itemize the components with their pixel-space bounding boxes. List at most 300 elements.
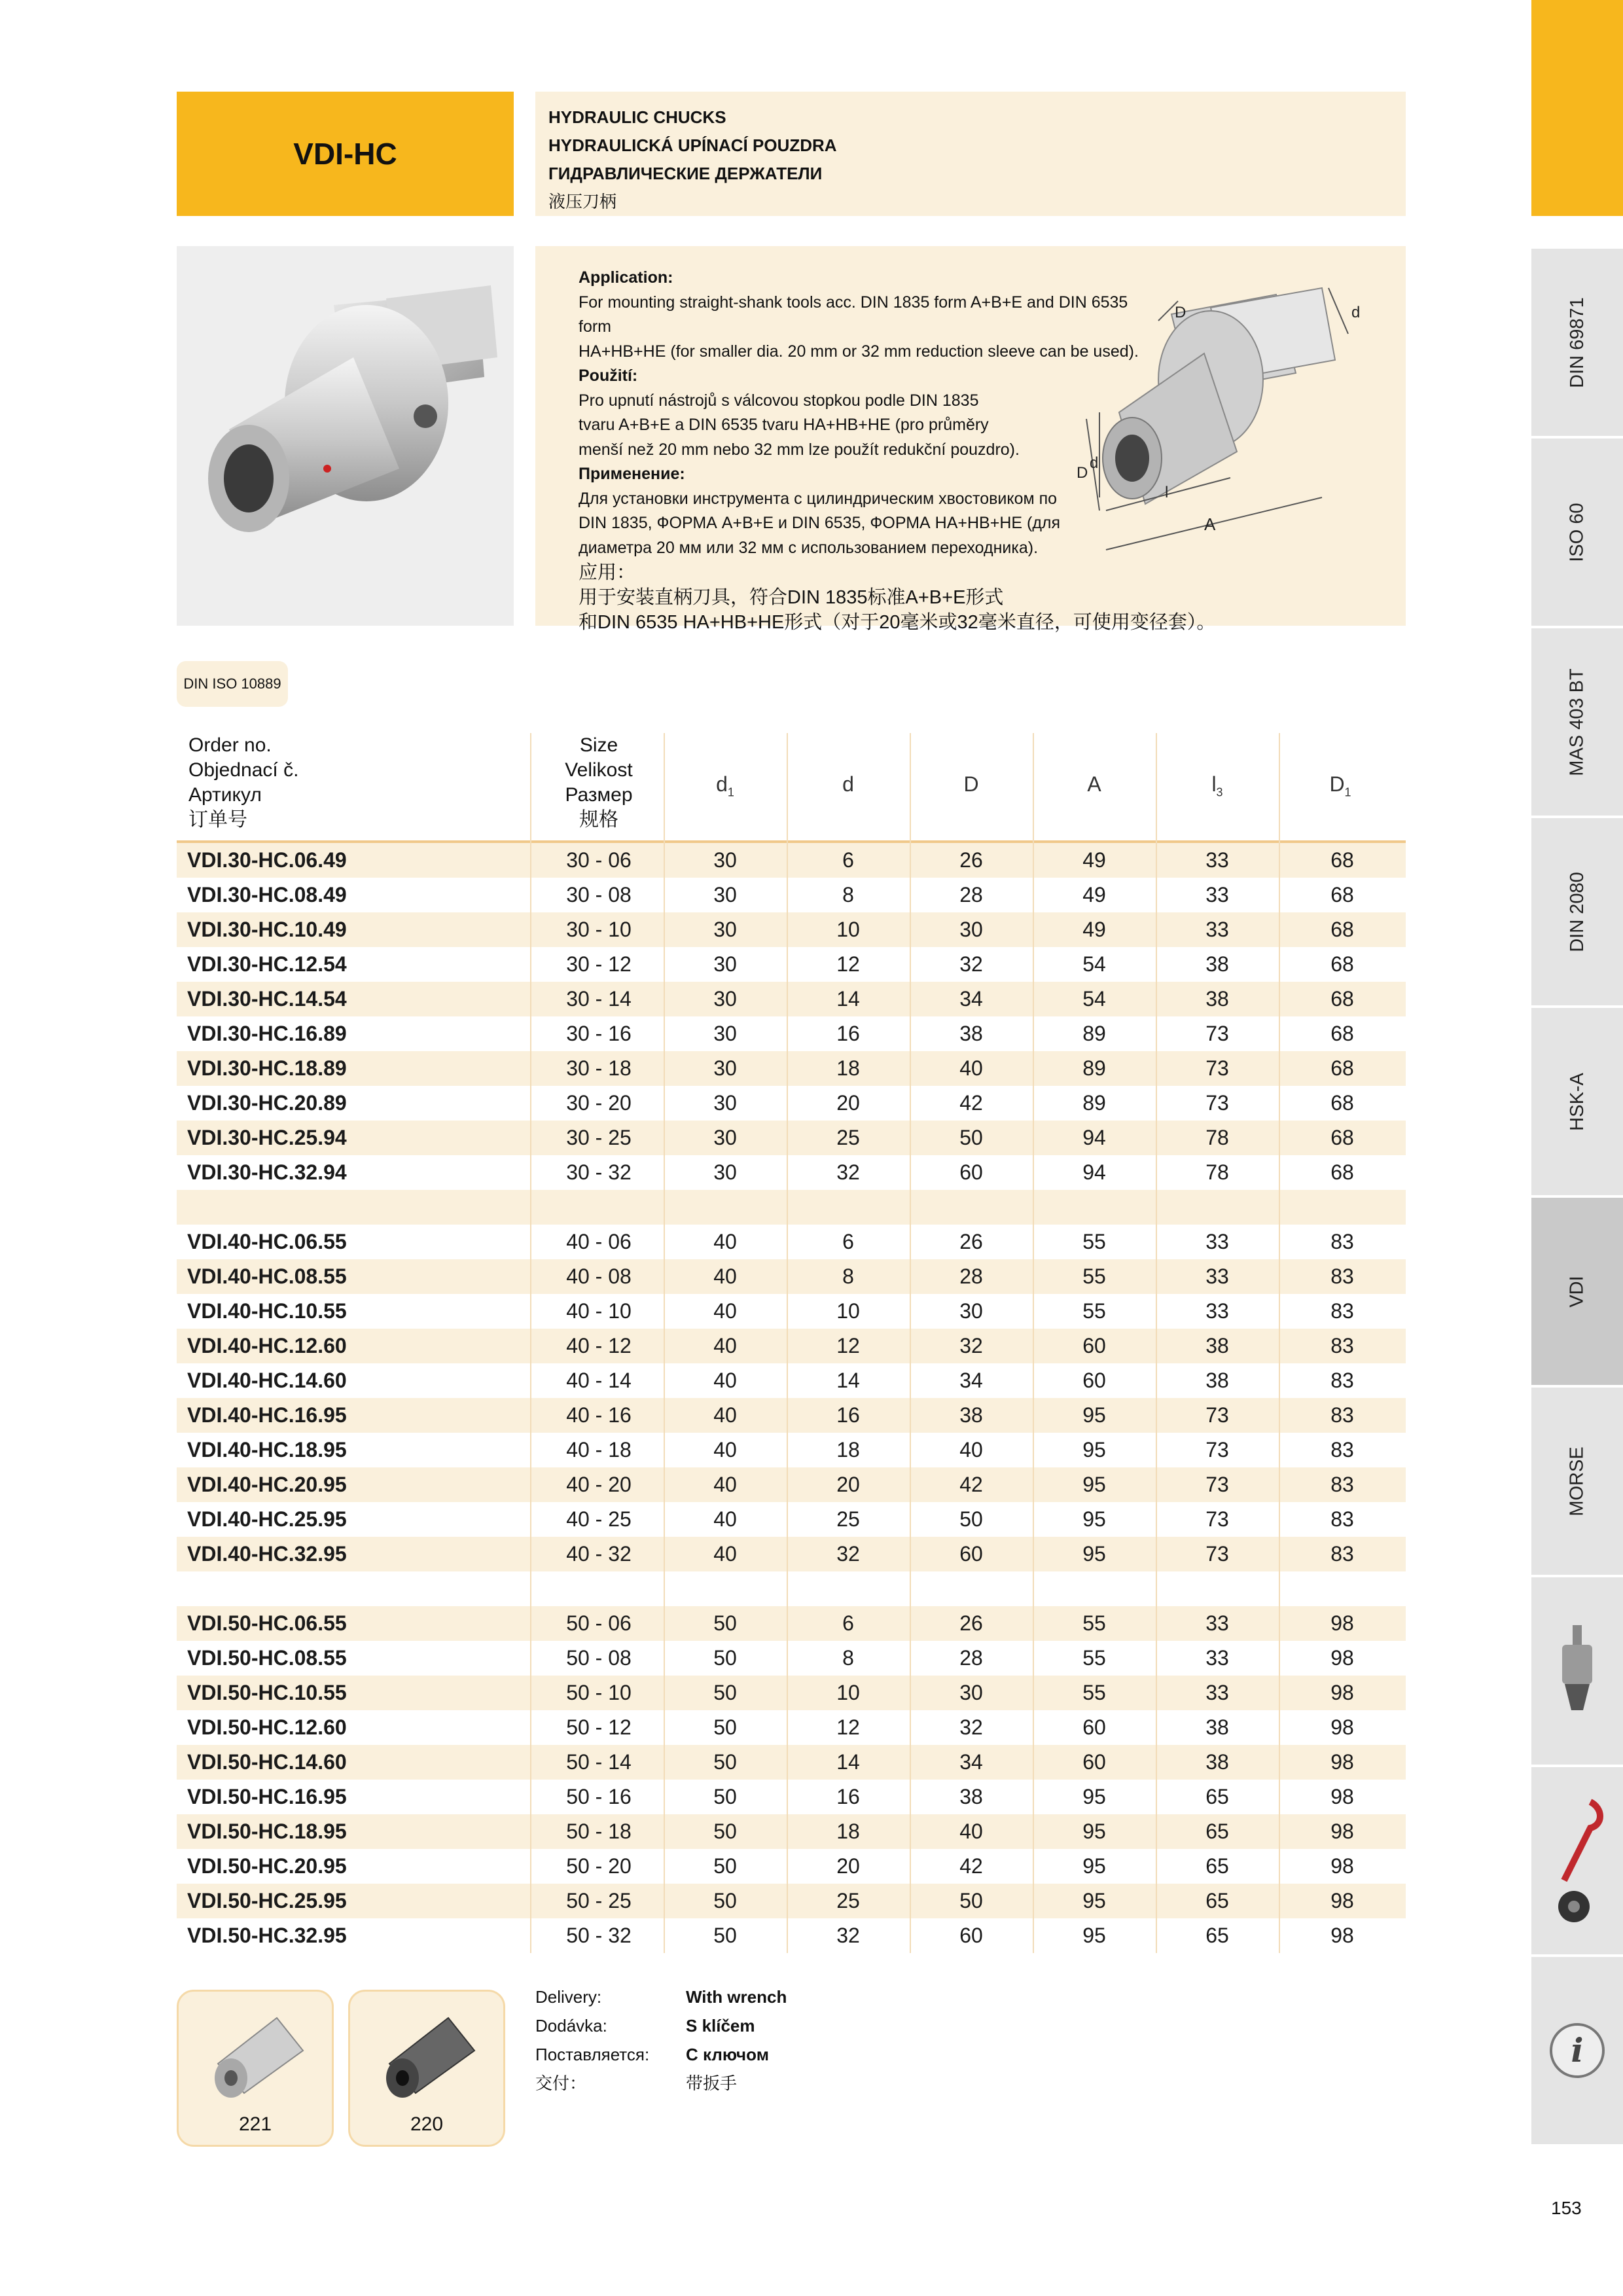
cell-l3: 73 [1205,1091,1229,1115]
order-header-en: Order no. [188,734,272,756]
cell-D1: 68 [1330,848,1354,872]
cell-order-no: VDI.50-HC.06.55 [187,1611,347,1635]
drawing-label-A: A [1204,514,1216,534]
cell-size: 50 - 20 [566,1854,632,1878]
cell-order-no: VDI.40-HC.14.60 [187,1369,347,1392]
cell-order-no: VDI.50-HC.18.95 [187,1820,347,1843]
cell-l3: 33 [1205,848,1229,872]
cell-order-no: VDI.30-HC.14.54 [187,987,347,1011]
cell-l3: 33 [1205,918,1229,941]
title-line-cz: HYDRAULICKÁ UPÍNACÍ POUZDRA [548,135,837,155]
tab-wrench[interactable] [1531,1765,1623,1954]
cell-size: 40 - 32 [566,1542,632,1566]
cell-l3: 33 [1205,1299,1229,1323]
cell-d1: 50 [713,1924,737,1947]
cell-D: 42 [959,1091,983,1115]
delivery-value-cz: S klíčem [686,2016,755,2036]
cell-size: 50 - 14 [566,1750,632,1774]
cell-D: 26 [959,1611,983,1635]
cell-size: 50 - 32 [566,1924,632,1947]
column-separator [530,733,531,1953]
application-text-cz-3: menší než 20 mm nebo 32 mm lze použít redukční pouzdro). [579,440,1020,459]
cell-A: 60 [1082,1334,1106,1357]
technical-drawing [1060,262,1400,589]
cell-l3: 33 [1205,1265,1229,1288]
tab-iso-60[interactable]: ISO 60 [1531,436,1623,626]
cell-size: 30 - 18 [566,1056,632,1080]
cell-A: 89 [1082,1056,1106,1080]
cell-l3: 38 [1205,952,1229,976]
cell-A: 95 [1082,1820,1106,1843]
drawing-label-D1: D [1175,304,1186,321]
cell-d: 8 [842,1646,854,1670]
cell-D1: 68 [1330,883,1354,906]
cell-D: 32 [959,1715,983,1739]
cell-order-no: VDI.40-HC.08.55 [187,1265,347,1288]
cell-d: 20 [836,1854,860,1878]
cell-order-no: VDI.40-HC.06.55 [187,1230,347,1253]
cell-d1: 30 [713,1056,737,1080]
cell-D1: 98 [1330,1785,1354,1808]
cell-order-no: VDI.50-HC.16.95 [187,1785,347,1808]
cell-l3: 73 [1205,1403,1229,1427]
cell-D1: 68 [1330,1091,1354,1115]
application-text-cz-2: tvaru A+B+E a DIN 6535 tvaru HA+HB+HE (pro průměry [579,416,989,434]
cell-D: 60 [959,1160,983,1184]
cell-size: 40 - 06 [566,1230,632,1253]
column-separator [910,733,911,1953]
order-header [188,733,298,833]
cell-order-no: VDI.40-HC.20.95 [187,1473,347,1496]
cell-order-no: VDI.50-HC.14.60 [187,1750,347,1774]
order-header-zh: 订单号 [188,809,247,831]
table-row [177,1086,1406,1121]
cell-size: 40 - 16 [566,1403,632,1427]
table-spacer-row [177,1190,1406,1225]
cell-size: 30 - 25 [566,1126,632,1149]
cell-d: 25 [836,1126,860,1149]
column-header-D1: $D_1$ [1329,772,1351,799]
table-row [177,878,1406,912]
title-line-en: HYDRAULIC CHUCKS [548,107,726,127]
cell-D1: 98 [1330,1715,1354,1739]
cell-size: 30 - 06 [566,848,632,872]
cell-l3: 73 [1205,1542,1229,1566]
cell-D1: 98 [1330,1854,1354,1878]
cell-d1: 50 [713,1681,737,1704]
cell-A: 55 [1082,1681,1106,1704]
cell-D1: 83 [1330,1507,1354,1531]
cell-A: 95 [1082,1542,1106,1566]
cell-d1: 50 [713,1854,737,1878]
standard-badge: DIN ISO 10889 [177,661,288,707]
wrench-icon [1544,1795,1610,1926]
delivery-value-ru: С ключом [686,2045,769,2064]
title-line-zh: 液压刀柄 [548,192,617,211]
cell-order-no [177,1190,527,1225]
cell-D [910,1571,1033,1606]
cell-A: 89 [1082,1091,1106,1115]
cell-d: 14 [836,987,860,1011]
cell-d1: 40 [713,1334,737,1357]
cell-l3: 65 [1205,1785,1229,1808]
delivery-label-en: Delivery: [535,1987,602,2007]
column-header-d1: $d_1$ [716,772,734,799]
accessory-220-label: 220 [410,2113,444,2135]
cell-d: 6 [842,1611,854,1635]
cell-d1: 40 [713,1299,737,1323]
table-row [177,1155,1406,1190]
table-spacer-row [177,1571,1406,1606]
cell-d: 16 [836,1022,860,1045]
cell-D1: 68 [1330,1056,1354,1080]
cell-d: 6 [842,1230,854,1253]
cell-order-no: VDI.50-HC.10.55 [187,1681,347,1704]
table-row [177,843,1406,878]
table-row [177,1537,1406,1571]
size-header-en: Size [579,734,618,756]
cell-A: 60 [1082,1369,1106,1392]
cell-d: 18 [836,1056,860,1080]
cell-l3: 73 [1205,1438,1229,1462]
cell-D: 28 [959,883,983,906]
cell-A: 54 [1082,952,1106,976]
cell-A: 95 [1082,1889,1106,1912]
table-row [177,1363,1406,1398]
cell-d: 6 [842,848,854,872]
cell-order-no: VDI.50-HC.25.95 [187,1889,347,1912]
cell-l3: 33 [1205,883,1229,906]
application-text-ru-2: DIN 1835, ФОРМА A+B+E и DIN 6535, ФОРМА HA+HB+HE (для [579,514,1061,532]
application-text-ru-3: диаметра 20 мм или 32 мм с использованием переходника). [579,538,1039,557]
table-row [177,1329,1406,1363]
cell-size: 30 - 32 [566,1160,632,1184]
cell-D: 40 [959,1438,983,1462]
table-row [177,912,1406,947]
cell-D: 34 [959,1369,983,1392]
column-header-D: D [963,772,979,796]
table-row [177,947,1406,982]
tab-info[interactable] [1531,1954,1623,2144]
cell-size: 50 - 18 [566,1820,632,1843]
application-text-zh-1: 用于安装直柄刀具，符合DIN 1835标准A+B+E形式 [579,587,1004,608]
cell-l3: 65 [1205,1924,1229,1947]
cell-order-no: VDI.30-HC.06.49 [187,848,347,872]
cell-d: 32 [836,1542,860,1566]
cell-order-no: VDI.40-HC.32.95 [187,1542,347,1566]
tab-din-2080[interactable]: DIN 2080 [1531,816,1623,1005]
cell-d1: 40 [713,1542,737,1566]
cell-size: 30 - 14 [566,987,632,1011]
cell-size: 50 - 08 [566,1646,632,1670]
column-header-l3: $l_3$ [1211,772,1223,799]
cell-size: 30 - 16 [566,1022,632,1045]
drawing-label-D: D [1077,464,1088,482]
cell-size: 30 - 08 [566,883,632,906]
cell-l3: 78 [1205,1126,1229,1149]
order-header-ru: Артикул [188,784,262,806]
cell-order-no: VDI.30-HC.12.54 [187,952,347,976]
cell-size: 40 - 25 [566,1507,632,1531]
delivery-value-en: With wrench [686,1987,787,2007]
table-row [177,1710,1406,1745]
table-row [177,1467,1406,1502]
cell-D: 42 [959,1473,983,1496]
cell-order-no: VDI.40-HC.10.55 [187,1299,347,1323]
cell-d1 [664,1190,787,1225]
cell-A: 89 [1082,1022,1106,1045]
cell-d1: 40 [713,1507,737,1531]
cell-A: 55 [1082,1646,1106,1670]
cell-A: 54 [1082,987,1106,1011]
cell-D1: 83 [1330,1369,1354,1392]
cell-order-no: VDI.30-HC.08.49 [187,883,347,906]
cell-A [1033,1571,1156,1606]
cell-A: 94 [1082,1160,1106,1184]
cell-l3: 33 [1205,1611,1229,1635]
size-header-zh: 规格 [579,809,618,831]
cell-A: 94 [1082,1126,1106,1149]
cell-l3: 65 [1205,1854,1229,1878]
cell-order-no: VDI.30-HC.20.89 [187,1091,347,1115]
title-description [535,92,1406,216]
cell-size: 50 - 16 [566,1785,632,1808]
cell-d: 32 [836,1924,860,1947]
cell-D: 26 [959,848,983,872]
cell-d1: 30 [713,952,737,976]
cell-d1: 50 [713,1611,737,1635]
cell-size: 50 - 10 [566,1681,632,1704]
cell-l3: 38 [1205,1334,1229,1357]
cell-D: 26 [959,1230,983,1253]
cell-D1 [1279,1190,1406,1225]
cell-D1: 83 [1330,1230,1354,1253]
table-row [177,1051,1406,1086]
cell-A: 49 [1082,918,1106,941]
sidebar-accent [1531,0,1623,216]
cell-A: 49 [1082,848,1106,872]
cell-d1: 50 [713,1646,737,1670]
cell-d: 8 [842,883,854,906]
table-row [177,1398,1406,1433]
tab-mas-403-bt[interactable]: MAS 403 BT [1531,626,1623,816]
accessory-221-label: 221 [238,2113,272,2135]
application-text-cz-1: Pro upnutí nástrojů s válcovou stopkou podle DIN 1835 [579,391,979,410]
cell-D1: 83 [1330,1438,1354,1462]
cell-d1: 50 [713,1820,737,1843]
cell-l3: 73 [1205,1473,1229,1496]
page-number: 153 [1551,2198,1582,2218]
cell-A: 60 [1082,1750,1106,1774]
cell-D1: 98 [1330,1889,1354,1912]
table-row [177,1259,1406,1294]
delivery-value-zh: 带扳手 [686,2073,738,2093]
cell-size: 30 - 12 [566,952,632,976]
cell-l3: 38 [1205,987,1229,1011]
cell-A: 55 [1082,1230,1106,1253]
cell-d: 8 [842,1265,854,1288]
drawing-label-l3: l [1165,484,1169,501]
tab-vdi[interactable]: VDI [1531,1195,1623,1385]
cell-D: 28 [959,1646,983,1670]
cell-d1: 50 [713,1785,737,1808]
cell-order-no: VDI.50-HC.20.95 [187,1854,347,1878]
cell-A: 95 [1082,1403,1106,1427]
title-line-ru: ГИДРАВЛИЧЕСКИЕ ДЕРЖАТЕЛИ [548,164,823,183]
cell-D1 [1279,1571,1406,1606]
cell-d1: 30 [713,1160,737,1184]
cell-D: 38 [959,1403,983,1427]
table-row [177,1918,1406,1953]
cell-size: 30 - 10 [566,918,632,941]
cell-d: 25 [836,1889,860,1912]
size-header-cz: Velikost [565,759,633,781]
table-row [177,1676,1406,1710]
cell-D1: 68 [1330,918,1354,941]
cell-d: 16 [836,1785,860,1808]
cell-D: 38 [959,1785,983,1808]
cell-D1: 68 [1330,952,1354,976]
cell-l3: 78 [1205,1160,1229,1184]
sidebar [1531,0,1623,2160]
cell-d1: 30 [713,848,737,872]
cell-D: 34 [959,987,983,1011]
cell-l3: 38 [1205,1369,1229,1392]
table-row [177,1641,1406,1676]
cell-l3: 65 [1205,1820,1229,1843]
size-header [530,733,668,833]
cell-order-no: VDI.40-HC.12.60 [187,1334,347,1357]
cell-D: 40 [959,1820,983,1843]
cell-size: 40 - 14 [566,1369,632,1392]
cell-d: 10 [836,918,860,941]
cell-D1: 83 [1330,1403,1354,1427]
order-header-cz: Objednací č. [188,759,299,781]
cell-D1: 83 [1330,1334,1354,1357]
application-text-zh-2: 和DIN 6535 HA+HB+HE形式（对于20毫米或32毫米直径，可使用变径套）。 [579,612,1216,633]
cell-order-no: VDI.30-HC.10.49 [187,918,347,941]
cell-size: 40 - 12 [566,1334,632,1357]
cell-D1: 83 [1330,1542,1354,1566]
application-text-en-2: HA+HB+HE (for smaller dia. 20 mm or 32 mm reduction sleeve can be used). [579,342,1139,361]
cell-D1: 98 [1330,1924,1354,1947]
cell-A [1033,1190,1156,1225]
cell-order-no: VDI.30-HC.18.89 [187,1056,347,1080]
application-heading-cz: Použití: [579,367,638,385]
tab-hsk-a[interactable]: HSK-A [1531,1005,1623,1195]
cell-d: 32 [836,1160,860,1184]
cell-D: 60 [959,1542,983,1566]
cell-d: 10 [836,1681,860,1704]
column-separator [1279,733,1280,1953]
cell-D: 34 [959,1750,983,1774]
accessory-221[interactable] [177,1990,334,2147]
cell-order-no: VDI.30-HC.32.94 [187,1160,347,1184]
cell-d: 12 [836,1334,860,1357]
cell-D: 50 [959,1889,983,1912]
cell-D1: 83 [1330,1473,1354,1496]
cell-order-no: VDI.40-HC.16.95 [187,1403,347,1427]
cell-d: 16 [836,1403,860,1427]
column-separator [1033,733,1034,1953]
cell-A: 55 [1082,1265,1106,1288]
cell-l3: 33 [1205,1681,1229,1704]
cell-D: 60 [959,1924,983,1947]
drawing-label-d1: d [1351,304,1361,321]
cell-order-no [177,1571,527,1606]
cell-D: 28 [959,1265,983,1288]
cell-D [910,1190,1033,1225]
cell-D: 32 [959,1334,983,1357]
cell-d1: 40 [713,1369,737,1392]
column-separator [1156,733,1157,1953]
cell-D1: 68 [1330,1126,1354,1149]
cell-D1: 98 [1330,1750,1354,1774]
cell-D1: 98 [1330,1681,1354,1704]
table-row [177,1294,1406,1329]
table-row [177,1016,1406,1051]
cell-d1: 40 [713,1403,737,1427]
cell-d: 10 [836,1299,860,1323]
cell-d: 12 [836,952,860,976]
tab-din-69871[interactable]: DIN 69871 [1531,246,1623,436]
table-row [177,1884,1406,1918]
cell-l3: 38 [1205,1750,1229,1774]
cell-D: 38 [959,1022,983,1045]
delivery-label-ru: Поставляется: [535,2045,650,2064]
tab-morse[interactable]: MORSE [1531,1385,1623,1575]
cell-A: 95 [1082,1785,1106,1808]
cell-d: 12 [836,1715,860,1739]
tab-drill-chuck[interactable] [1531,1575,1623,1765]
table-row [177,1502,1406,1537]
cell-D1: 68 [1330,987,1354,1011]
column-header-A: A [1087,772,1101,796]
info-icon [1548,2021,1607,2080]
cell-D: 32 [959,952,983,976]
cell-size [530,1571,668,1606]
reduction-sleeve-icon [179,1992,332,2103]
cell-d1: 30 [713,918,737,941]
cell-d1: 40 [713,1438,737,1462]
cell-A: 55 [1082,1611,1106,1635]
cell-D: 30 [959,918,983,941]
table-row [177,982,1406,1016]
cell-d1: 30 [713,987,737,1011]
cell-D1: 98 [1330,1820,1354,1843]
accessory-220[interactable] [348,1990,505,2147]
table-row [177,1780,1406,1814]
cell-d: 14 [836,1369,860,1392]
cell-order-no: VDI.40-HC.18.95 [187,1438,347,1462]
cell-d: 25 [836,1507,860,1531]
cell-d1: 40 [713,1473,737,1496]
cell-d: 18 [836,1438,860,1462]
table-row [177,1745,1406,1780]
cell-l3: 65 [1205,1889,1229,1912]
cell-l3 [1156,1190,1279,1225]
cell-A: 49 [1082,883,1106,906]
cell-order-no: VDI.30-HC.16.89 [187,1022,347,1045]
drill-chuck-icon [1548,1622,1607,1720]
cell-D1: 68 [1330,1160,1354,1184]
collet-icon [350,1992,503,2103]
application-heading-en: Application: [579,268,673,287]
table-row [177,1121,1406,1155]
cell-l3 [1156,1571,1279,1606]
cell-order-no: VDI.50-HC.12.60 [187,1715,347,1739]
cell-D: 42 [959,1854,983,1878]
